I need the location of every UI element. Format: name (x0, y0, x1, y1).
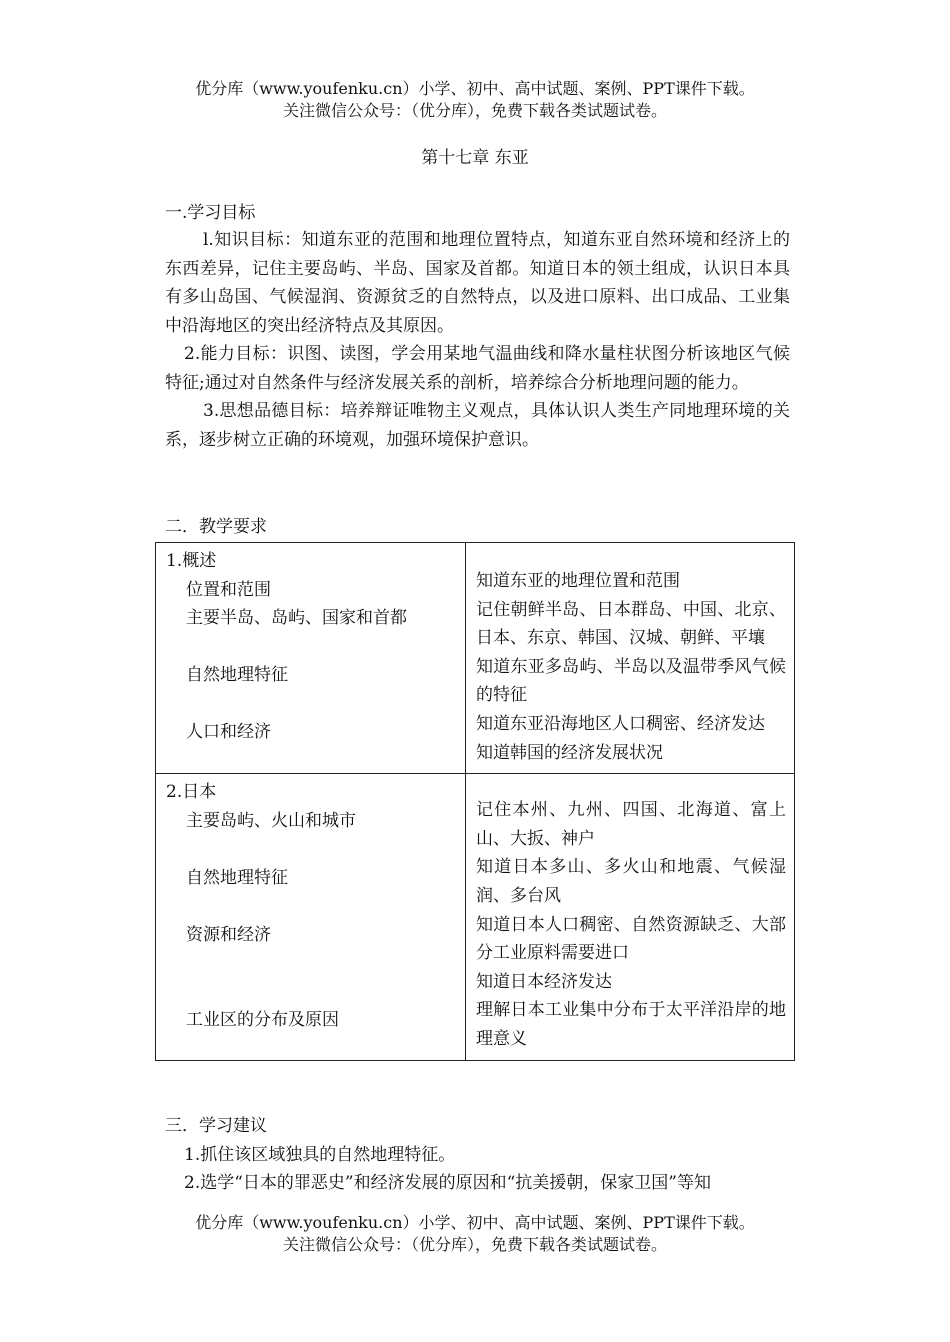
topic-item: 主要半岛、岛屿、国家和首都 (186, 608, 407, 628)
requirement-item: 知道东亚沿海地区人口稠密、经济发达 (476, 713, 765, 734)
section-heading-suggestions: 三．学习建议 (165, 1116, 267, 1136)
topic-item: 资源和经济 (186, 924, 271, 945)
requirement-item: 知道日本多山、多火山和地震、气候湿润、多台风 (476, 857, 786, 906)
header-line-1: 优分库（www.youfenku.cn）小学、初中、高中试题、案例、PPT课件下载。 (195, 79, 755, 98)
suggestions-section (165, 1112, 790, 1198)
topic-item: 人口和经济 (186, 722, 271, 742)
goal-moral: 3.思想品德目标：培养辩证唯物主义观点，具体认识人类生产同地理环境的关系，逐步树立正确的环境观，加强环境保护意识。 (165, 401, 790, 450)
table-cell-topics (156, 774, 466, 1060)
suggestion-item: 1.抓住该区域独具的自然地理特征。 (184, 1144, 456, 1165)
requirement-item: 知道东亚多岛屿、半岛以及温带季风气候的特征 (476, 656, 786, 706)
table-row (156, 543, 795, 774)
requirement-item: 知道韩国的经济发展状况 (476, 742, 663, 763)
topic-item: 位置和范围 (186, 579, 271, 600)
footer-line-1: 优分库（www.youfenku.cn）小学、初中、高中试题、案例、PPT课件下载。 (195, 1213, 755, 1232)
table-cell-topics (156, 543, 466, 774)
requirement-item: 知道日本经济发达 (476, 971, 612, 992)
page-header (0, 78, 950, 122)
requirement-item: 记住朝鲜半岛、日本群岛、中国、北京、日本、东京、韩国、汉城、朝鲜、平壤 (476, 599, 786, 649)
table-cell-requirements (466, 774, 795, 1060)
row-heading: 2.日本 (166, 782, 217, 803)
section-heading-requirements: 二．教学要求 (165, 517, 267, 537)
suggestion-item: 2.选学“日本的罪恶史”和经济发展的原因和“抗美援朝，保家卫国”等知 (184, 1173, 711, 1193)
topic-item: 自然地理特征 (186, 867, 288, 888)
requirement-item: 知道日本人口稠密、自然资源缺乏、大部分工业原料需要进口 (476, 914, 786, 964)
requirements-table (155, 542, 795, 1061)
topic-item: 主要岛屿、火山和城市 (186, 810, 356, 831)
requirement-item: 理解日本工业集中分布于太平洋沿岸的地理意义 (476, 1000, 786, 1049)
header-line-2: 关注微信公众号：（优分库），免费下载各类试题试卷。 (282, 101, 667, 120)
goal-ability: 2.能力目标：识图、读图，学会用某地气温曲线和降水量柱状图分析该地区气候特征;通过对自然条件与经济发展关系的剖析，培养综合分析地理问题的能力。 (165, 344, 790, 393)
requirement-item: 知道东亚的地理位置和范围 (476, 571, 680, 591)
footer-line-2: 关注微信公众号：（优分库），免费下载各类试题试卷。 (282, 1235, 667, 1254)
requirement-item: 记住本州、九州、四国、北海道、富上山、大扳、神户 (476, 800, 786, 849)
goals-body (165, 226, 790, 454)
chapter-title: 第十七章 东亚 (421, 148, 529, 168)
goal-knowledge: l.知识目标：知道东亚的范围和地理位置特点，知道东亚自然环境和经济上的东西差异，记住主要岛屿、半岛、国家及首都。知道日本的领土组成，认识日本具有多山岛国、气候湿润、资源贫乏的自然特点，以及进口原料、出口成品、工业集中沿海地区的突出经济特点及其原因。 (165, 230, 790, 336)
table-cell-requirements (466, 543, 795, 774)
section-heading-goals: 一.学习目标 (165, 203, 256, 223)
topic-item: 自然地理特征 (186, 665, 288, 685)
row-heading: 1.概述 (166, 551, 217, 571)
table-row (156, 774, 795, 1060)
topic-item: 工业区的分布及原因 (186, 1010, 339, 1031)
page-footer (0, 1212, 950, 1256)
